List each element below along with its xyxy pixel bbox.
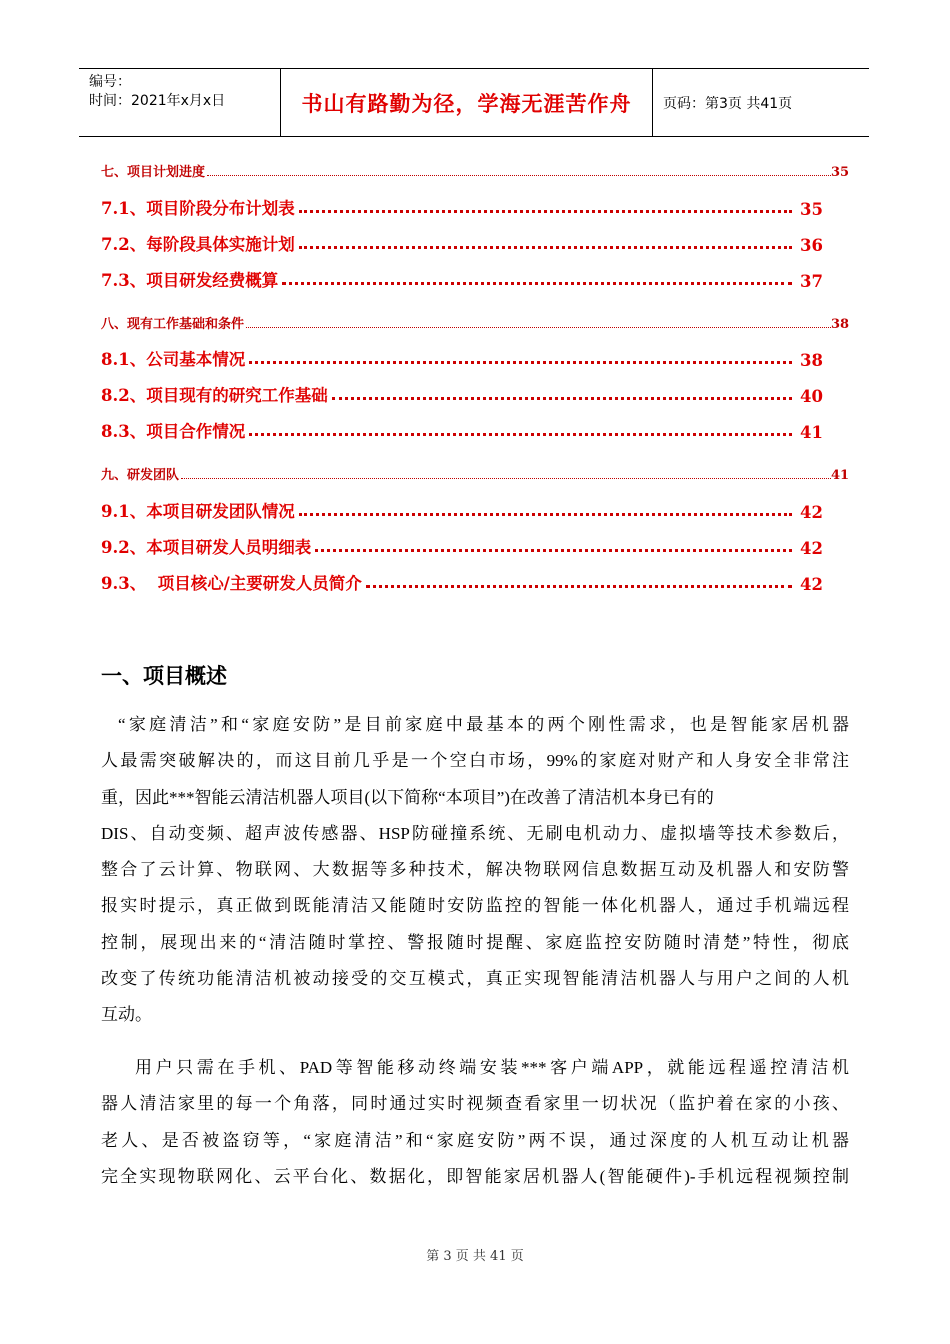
toc-leader (315, 539, 792, 552)
toc-item-7-1[interactable] (101, 195, 823, 219)
page-header (79, 68, 869, 137)
paragraph-line: “家庭清洁”和“家庭安防”是目前家庭中最基本的两个刚性需求，也是智能家居机器 (118, 715, 849, 734)
toc-item-9-2[interactable] (101, 534, 823, 558)
toc-section-title: 八、现有工作基础和条件 (101, 317, 245, 332)
paragraph-line: 互动。 (101, 1005, 152, 1025)
time-label: 时间：2021年x月x日 (89, 93, 226, 109)
paragraph-line: DIS、自动变频、超声波传感器、HSP防碰撞系统、无刷电机动力、虚拟墙等技术参数后， (101, 823, 849, 843)
toc-item-title: 8.1、公司基本情况 (101, 350, 246, 369)
toc-item-9-3[interactable] (101, 570, 823, 594)
number-label: 编号： (89, 74, 131, 90)
toc-leader (299, 236, 792, 249)
toc-section-9[interactable] (101, 465, 850, 483)
header-page-info: 页码：第3页 共41页 (663, 95, 793, 112)
toc-page-number: 42 (800, 575, 823, 594)
toc-item-title: 9.2、本项目研发人员明细表 (101, 538, 312, 557)
toc-item-title: 7.1、项目阶段分布计划表 (101, 199, 295, 218)
toc-item-title: 8.3、项目合作情况 (101, 422, 246, 441)
toc-page-number: 35 (800, 200, 823, 219)
paragraph-line: 控制，展现出来的“清洁随时掌控、警报随时提醒、家庭监控安防随时清楚”特性，彻底 (101, 932, 849, 952)
paragraph-line: 用户只需在手机、PAD等智能移动终端安装***客户端APP，就能远程遥控清洁机 (135, 1058, 849, 1077)
toc-section-7[interactable] (101, 162, 850, 180)
paragraph-line: 报实时提示，真正做到既能清洁又能随时安防监控的智能一体化机器人，通过手机端远程 (101, 896, 849, 916)
page-footer: 第 3 页 共 41 页 (426, 1249, 524, 1264)
toc-page-number: 35 (831, 165, 850, 180)
toc-section-title: 九、研发团队 (101, 468, 180, 483)
paragraph-line: 改变了传统功能清洁机被动接受的交互模式，真正实现智能清洁机器人与用户之间的人机 (101, 969, 849, 989)
toc-leader (181, 468, 831, 479)
toc-item-title: 7.3、项目研发经费概算 (101, 271, 279, 290)
toc-page-number: 38 (800, 351, 823, 370)
toc-leader (366, 575, 792, 588)
toc-page-number: 41 (831, 468, 850, 483)
body-paragraph-1 (101, 707, 849, 1034)
toc-item-8-1[interactable] (101, 346, 823, 370)
header-meta (79, 69, 281, 136)
paragraph-line: 重，因此***智能云清洁机器人项目(以下简称“本项目”)在改善了清洁机本身已有的 (101, 787, 714, 807)
toc-item-title: 9.1、本项目研发团队情况 (101, 502, 295, 521)
toc-item-title: 8.2、项目现有的研究工作基础 (101, 386, 328, 405)
toc-section-title: 七、项目计划进度 (101, 165, 206, 180)
toc-page-number: 42 (800, 503, 823, 522)
toc-item-title: 7.2、每阶段具体实施计划 (101, 235, 295, 254)
toc-item-title: 9.3、 项目核心/主要研发人员简介 (101, 574, 362, 593)
paragraph-line: 器人清洁家里的每一个角落，同时通过实时视频查看家里一切状况（监护着在家的小孩、 (101, 1094, 849, 1114)
toc-section-8[interactable] (101, 314, 850, 332)
toc-leader (332, 387, 792, 400)
toc-page-number: 37 (800, 272, 823, 291)
toc-leader (246, 317, 831, 328)
toc-item-8-3[interactable] (101, 418, 823, 442)
toc-page-number: 42 (800, 539, 823, 558)
toc-item-9-1[interactable] (101, 498, 823, 522)
toc-page-number: 40 (800, 387, 823, 406)
toc-item-7-3[interactable] (101, 267, 823, 291)
header-motto: 书山有路勤为径，学海无涯苦作舟 (301, 91, 632, 116)
paragraph-line: 人最需突破解决的，而这目前几乎是一个空白市场，99%的家庭对财产和人身安全非常注 (101, 751, 849, 771)
toc-leader (207, 165, 831, 176)
section-heading: 一、项目概述 (101, 664, 227, 688)
toc-leader (249, 423, 792, 436)
toc-leader (299, 503, 792, 516)
toc-leader (282, 272, 792, 285)
header-motto-cell (281, 69, 653, 136)
toc-item-7-2[interactable] (101, 231, 823, 255)
toc-page-number: 38 (831, 317, 850, 332)
toc-page-number: 41 (800, 423, 823, 442)
paragraph-line: 整合了云计算、物联网、大数据等多种技术，解决物联网信息数据互动及机器人和安防警 (101, 860, 849, 880)
body-paragraph-2 (101, 1050, 849, 1195)
paragraph-line: 完全实现物联网化、云平台化、数据化，即智能家居机器人(智能硬件)-手机远程视频控制 (101, 1166, 849, 1186)
toc-leader (299, 200, 792, 213)
toc-item-8-2[interactable] (101, 382, 823, 406)
toc-page-number: 36 (800, 236, 823, 255)
paragraph-line: 老人、是否被盗窃等，“家庭清洁”和“家庭安防”两不误，通过深度的人机互动让机器 (101, 1130, 849, 1150)
toc-leader (249, 351, 792, 364)
